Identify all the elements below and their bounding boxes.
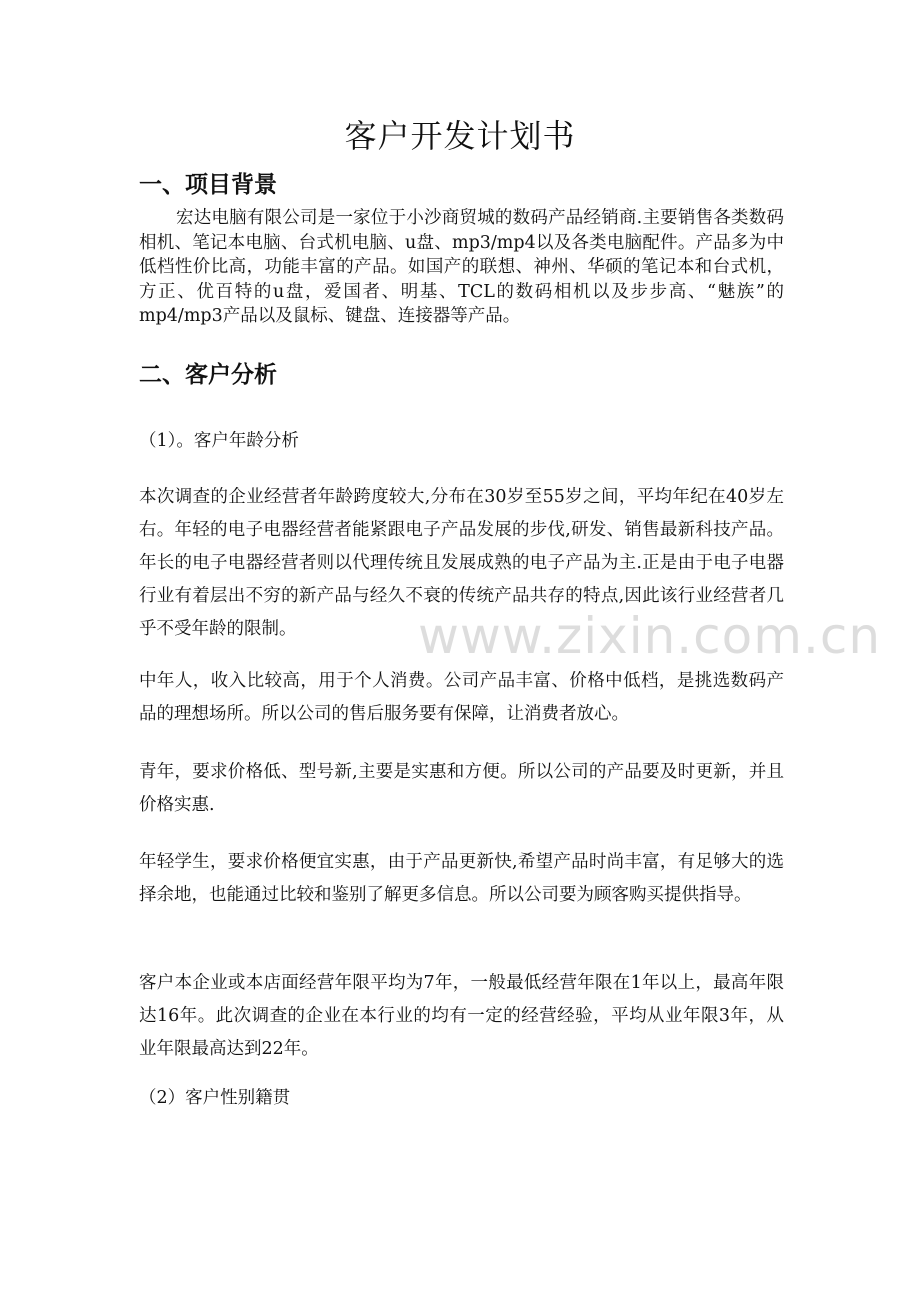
paragraph-youth: 青年，要求价格低、型号新,主要是实惠和方便。所以公司的产品要及时更新，并且价格实惠. (139, 762, 784, 815)
subheading-age-analysis: （1）。客户年龄分析 (139, 431, 299, 451)
document-title: 客户开发计划书 (344, 117, 576, 155)
watermark: www.zixin.com.cn (418, 607, 882, 665)
paragraph-middle-aged: 中年人，收入比较高，用于个人消费。公司产品丰富、价格中低档，是挑选数码产品的理想场所。所以公司的售后服务要有保障，让消费者放心。 (139, 671, 784, 724)
paragraph-students: 年轻学生，要求价格便宜实惠，由于产品更新快,希望产品时尚丰富，有足够大的选择余地，也能通过比较和鉴别了解更多信息。所以公司要为顾客购买提供指导。 (139, 852, 784, 905)
background-paragraph: 宏达电脑有限公司是一家位于小沙商贸城的数码产品经销商.主要销售各类数码相机、笔记本电脑、台式机电脑、u盘、mp3/mp4以及各类电脑配件。产品多为中低档性价比高，功能丰富的产品。如国产的联想、神州、华硕的笔记本和台式机，方正、优百特的u盘，爱国者、明基、TCL的数码相机以及步步高、“魅族”的mp4/mp3产品以及鼠标、键盘、连接器等产品。 (139, 208, 784, 326)
paragraph-age-overview: 本次调查的企业经营者年龄跨度较大,分布在30岁至55岁之间，平均年纪在40岁左右。年轻的电子电器经营者能紧跟电子产品发展的步伐,研发、销售最新科技产品。年长的电子电器经营者则以代理传统且发展成熟的电子产品为主.正是由于电子电器行业有着层出不穷的新产品与经久不衰的传统产品共存的特点,因此该行业经营者几乎不受年龄的限制。 (139, 487, 784, 639)
subheading-gender-origin: （2）客户性别籍贯 (139, 1088, 291, 1108)
section-heading-background: 一、项目背景 (139, 172, 277, 198)
paragraph-operating-years: 客户本企业或本店面经营年限平均为7年，一般最低经营年限在1年以上，最高年限达16年。此次调查的企业在本行业的均有一定的经营经验，平均从业年限3年，从业年限最高达到22年。 (139, 973, 784, 1059)
section-heading-customer-analysis: 二、客户分析 (139, 362, 277, 388)
